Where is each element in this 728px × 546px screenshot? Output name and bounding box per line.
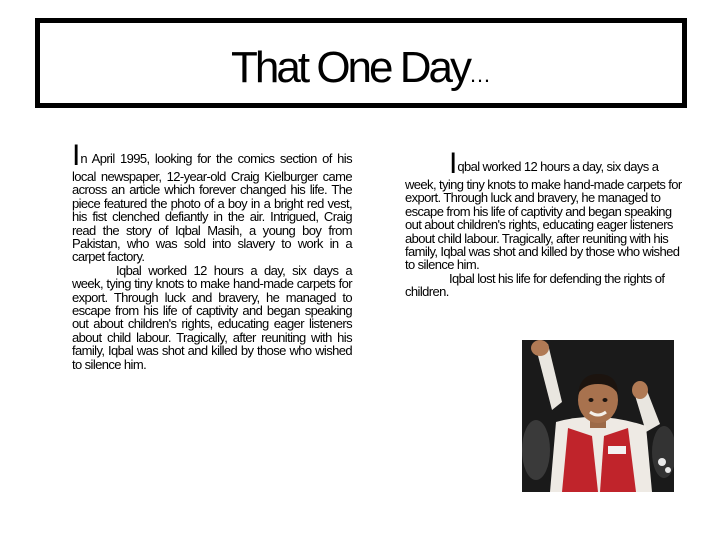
title-box <box>35 18 687 108</box>
right-paragraph-2: Iqbal lost his life for defending the rights of children. <box>405 270 665 300</box>
title-text: That One Day <box>231 43 469 92</box>
right-dropcap: I <box>449 147 458 180</box>
page-title <box>40 43 682 100</box>
left-paragraph-1 <box>72 139 352 265</box>
left-dropcap: I <box>72 139 81 172</box>
iqbal-photo-illustration <box>522 340 674 492</box>
title-ellipsis: … <box>468 62 491 87</box>
right-paragraph-1 <box>405 147 687 273</box>
iqbal-photo <box>522 340 674 492</box>
left-column <box>72 139 352 372</box>
right-column <box>405 147 687 300</box>
left-paragraph-2: Iqbal worked 12 hours a day, six days a week, tying tiny knots to make hand-made carpets for export. Through luck and bravery, he managed to escape from his life of captivity and began speaking out about children's rights, educating eager listeners about child labour. Tragically, after reuniting with his family, Iqbal was shot and killed by those who wished to silence him. <box>72 262 352 372</box>
left-paragraph-1-text: n April 1995, looking for the comics section of his local newspaper, 12-year-old Craig Kielburger came across an article which forever changed his life. The piece featured the photo of a boy in a bright red vest, his fist clenched defiantly in the air. Intrigued, Craig read the story of Iqbal Masih, a young boy from Pakistan, who was sold into slavery to work in a carpet factory. <box>72 151 352 265</box>
right-paragraph-1-text: qbal worked 12 hours a day, six days a week, tying tiny knots to make hand-made carpets for export. Through luck and bravery, he managed to escape from his life of captivity and began speaking out about children's rights, educating eager listeners about child labour. Tragically, after reuniting with his family, Iqbal was shot and killed by those who wished to silence him. <box>405 159 682 273</box>
